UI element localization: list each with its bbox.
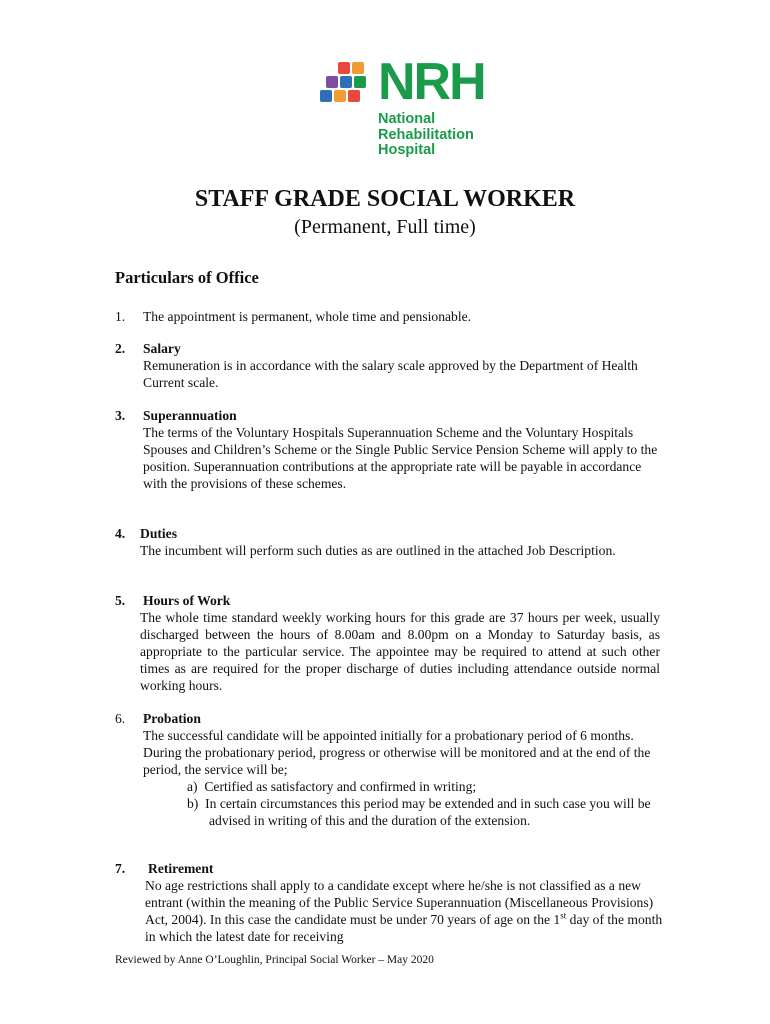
item-heading: Superannuation (143, 408, 237, 423)
item-body (145, 860, 665, 945)
nrh-logo (318, 53, 518, 160)
section-heading: Particulars of Office (115, 268, 259, 287)
item-body (143, 710, 663, 829)
item-text: No age restrictions shall apply to a candidate except where he/she is not classified as a new entrant (within the meaning of the Public Service Superannuation (Miscellaneous Provisions) Act, 2004). In this case the candidate must be under 70 years of age on the 1 (145, 878, 654, 927)
page-title: STAFF GRADE SOCIAL WORKER (194, 186, 576, 212)
item-body (143, 407, 663, 492)
item-heading: Probation (143, 711, 201, 726)
sub-item: a) Certified as satisfactory and confirmed in writing; (187, 779, 477, 794)
item-body (140, 525, 660, 559)
superscript: st (560, 910, 567, 921)
item-text-continued: day of the month in which the latest date for receiving (145, 912, 663, 944)
logo-name-line: National (378, 111, 436, 127)
item-heading: Retirement (148, 861, 214, 876)
item-number: 7. (115, 861, 126, 876)
logo-hospital-name (378, 112, 474, 159)
item-number: 2. (115, 341, 126, 356)
page-footer: Reviewed by Anne O’Loughlin, Principal Social Worker – May 2020 (115, 954, 434, 966)
item-text: The incumbent will perform such duties as are outlined in the attached Job Description. (140, 543, 616, 558)
item-number: 5. (115, 593, 126, 608)
item-text: The appointment is permanent, whole time and pensionable. (143, 309, 472, 324)
logo-name-line: Hospital (378, 142, 436, 158)
item-text: The terms of the Voluntary Hospitals Superannuation Scheme and the Voluntary Hospitals Spouses and Children’s Scheme or the Single Public Service Pension Scheme will apply to the position. Superannuation contributions at the appropriate rate will be payable in accordance with the provisions of these schemes. (143, 425, 658, 491)
page-subtitle: (Permanent, Full time) (294, 216, 476, 238)
item-text: The successful candidate will be appointed initially for a probationary period of 6 months. During the probationary period, progress or otherwise will be monitored and at the end of the period, the service will be; (143, 728, 651, 777)
item-body (140, 592, 660, 694)
item-number: 3. (115, 408, 126, 423)
item-heading: Duties (140, 526, 178, 541)
item-heading: Salary (143, 341, 181, 356)
item-number: 4. (115, 526, 126, 541)
item-number: 1. (115, 309, 126, 324)
item-number: 6. (115, 711, 126, 726)
item-body (143, 340, 663, 391)
sub-item: b) In certain circumstances this period may be extended and in such case you will be advised in writing of this and the duration of the extension. (187, 796, 651, 828)
logo-name-line: Rehabilitation (378, 126, 474, 143)
item-text: The whole time standard weekly working hours for this grade are 37 hours per week, usually discharged between the hours of 8.00am and 8.00pm on a Monday to Saturday basis, as appropriate to the particular service. The appointee may be required to attend at such other times as are required for the proper discharge of duties including attendance outside normal working hours. (140, 610, 660, 693)
item-text: Remuneration is in accordance with the salary scale approved by the Department of Health Current scale. (143, 358, 638, 390)
item-heading: Hours of Work (143, 593, 231, 608)
logo-letters: NRH (378, 53, 485, 111)
nrh-logo-mark-icon (318, 60, 378, 110)
